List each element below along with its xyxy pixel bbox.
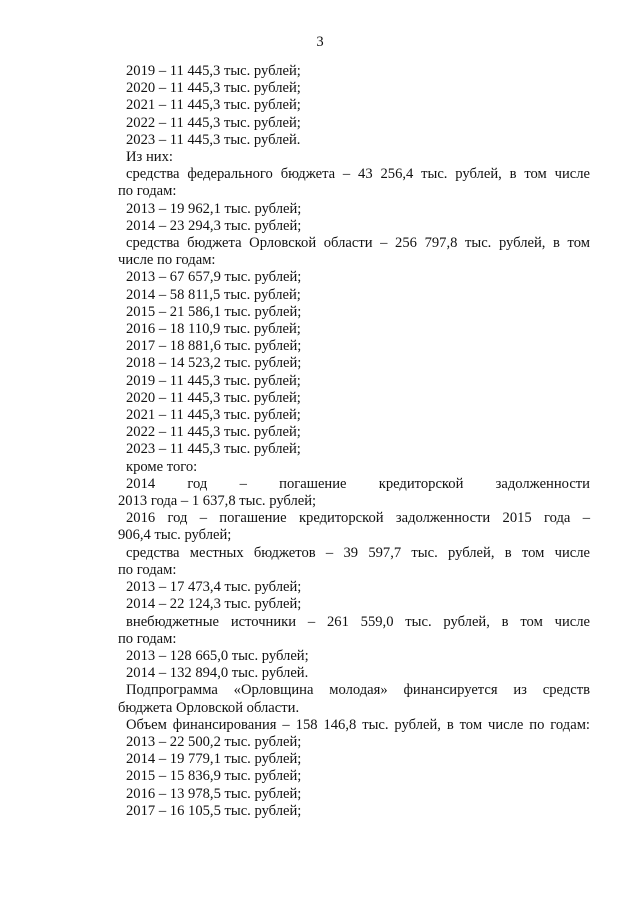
text-line: 2018 – 14 523,2 тыс. рублей; [126,355,302,372]
text-line: 2020 – 11 445,3 тыс. рублей; [126,389,301,406]
text-line: 2023 – 11 445,3 тыс. рублей; [126,441,301,458]
text-line: 2019 – 11 445,3 тыс. рублей; [126,63,301,79]
text-line: по годам: [118,630,177,647]
text-line: кроме того: [126,458,198,475]
text-line: средства местных бюджетов – 39 597,7 тыс. рублей, в том числе [126,544,590,561]
page-number: 3 [316,34,324,50]
text-line: 2016 – 13 978,5 тыс. рублей; [126,785,302,802]
text-line: 2021 – 11 445,3 тыс. рублей; [126,97,301,114]
text-line: средства федерального бюджета – 43 256,4 тыс. рублей, в том числе [126,166,590,183]
text-line: 2014 – 23 294,3 тыс. рублей; [126,217,302,234]
text-line: 2013 – 22 500,2 тыс. рублей; [126,733,302,750]
text-line: 2015 – 21 586,1 тыс. рублей; [126,303,302,320]
text-line: по годам: [118,183,177,200]
text-line: 2014 – 132 894,0 тыс. рублей. [126,665,309,682]
text-line: средства бюджета Орловской области – 256 797,8 тыс. рублей, в том [126,235,590,252]
text-line: Подпрограмма «Орловщина молодая» финансируется из средств [126,682,590,699]
text-line: 2013 года – 1 637,8 тыс. рублей; [118,493,317,510]
text-line: 2022 – 11 445,3 тыс. рублей; [126,424,301,441]
text-line: 2023 – 11 445,3 тыс. рублей. [126,131,301,148]
text-line: внебюджетные источники – 261 559,0 тыс. рублей, в том числе [126,613,590,630]
text-line: 2014 – 22 124,3 тыс. рублей; [126,596,302,613]
text-line: 2021 – 11 445,3 тыс. рублей; [126,407,301,424]
text-line: Из них: [126,149,173,166]
text-line: числе по годам: [118,252,216,269]
text-line: по годам: [118,561,177,578]
text-line: 2013 – 67 657,9 тыс. рублей; [126,269,302,286]
text-line: 2013 – 19 962,1 тыс. рублей; [126,200,302,217]
document-body [118,63,590,820]
text-line: 2014 – 58 811,5 тыс. рублей; [126,286,301,303]
text-line: Объем финансирования – 158 146,8 тыс. рублей, в том числе по годам: [126,716,590,733]
text-line: 2017 – 18 881,6 тыс. рублей; [126,338,302,355]
text-line: 2020 – 11 445,3 тыс. рублей; [126,80,301,97]
text-line: 2017 – 16 105,5 тыс. рублей; [126,802,302,819]
text-line: 2013 – 17 473,4 тыс. рублей; [126,579,302,596]
text-line: 2022 – 11 445,3 тыс. рублей; [126,114,301,131]
text-line: 2013 – 128 665,0 тыс. рублей; [126,647,309,664]
text-line: 2016 год – погашение кредиторской задолженности 2015 года – [126,510,590,527]
text-line: 2019 – 11 445,3 тыс. рублей; [126,372,301,389]
text-line: 2014 год – погашение кредиторской задолженности [126,475,590,492]
text-line: 906,4 тыс. рублей; [118,527,232,544]
text-line: 2016 – 18 110,9 тыс. рублей; [126,321,301,338]
text-line: 2015 – 15 836,9 тыс. рублей; [126,768,302,785]
text-line: 2014 – 19 779,1 тыс. рублей; [126,751,302,768]
text-line: бюджета Орловской области. [118,699,300,716]
